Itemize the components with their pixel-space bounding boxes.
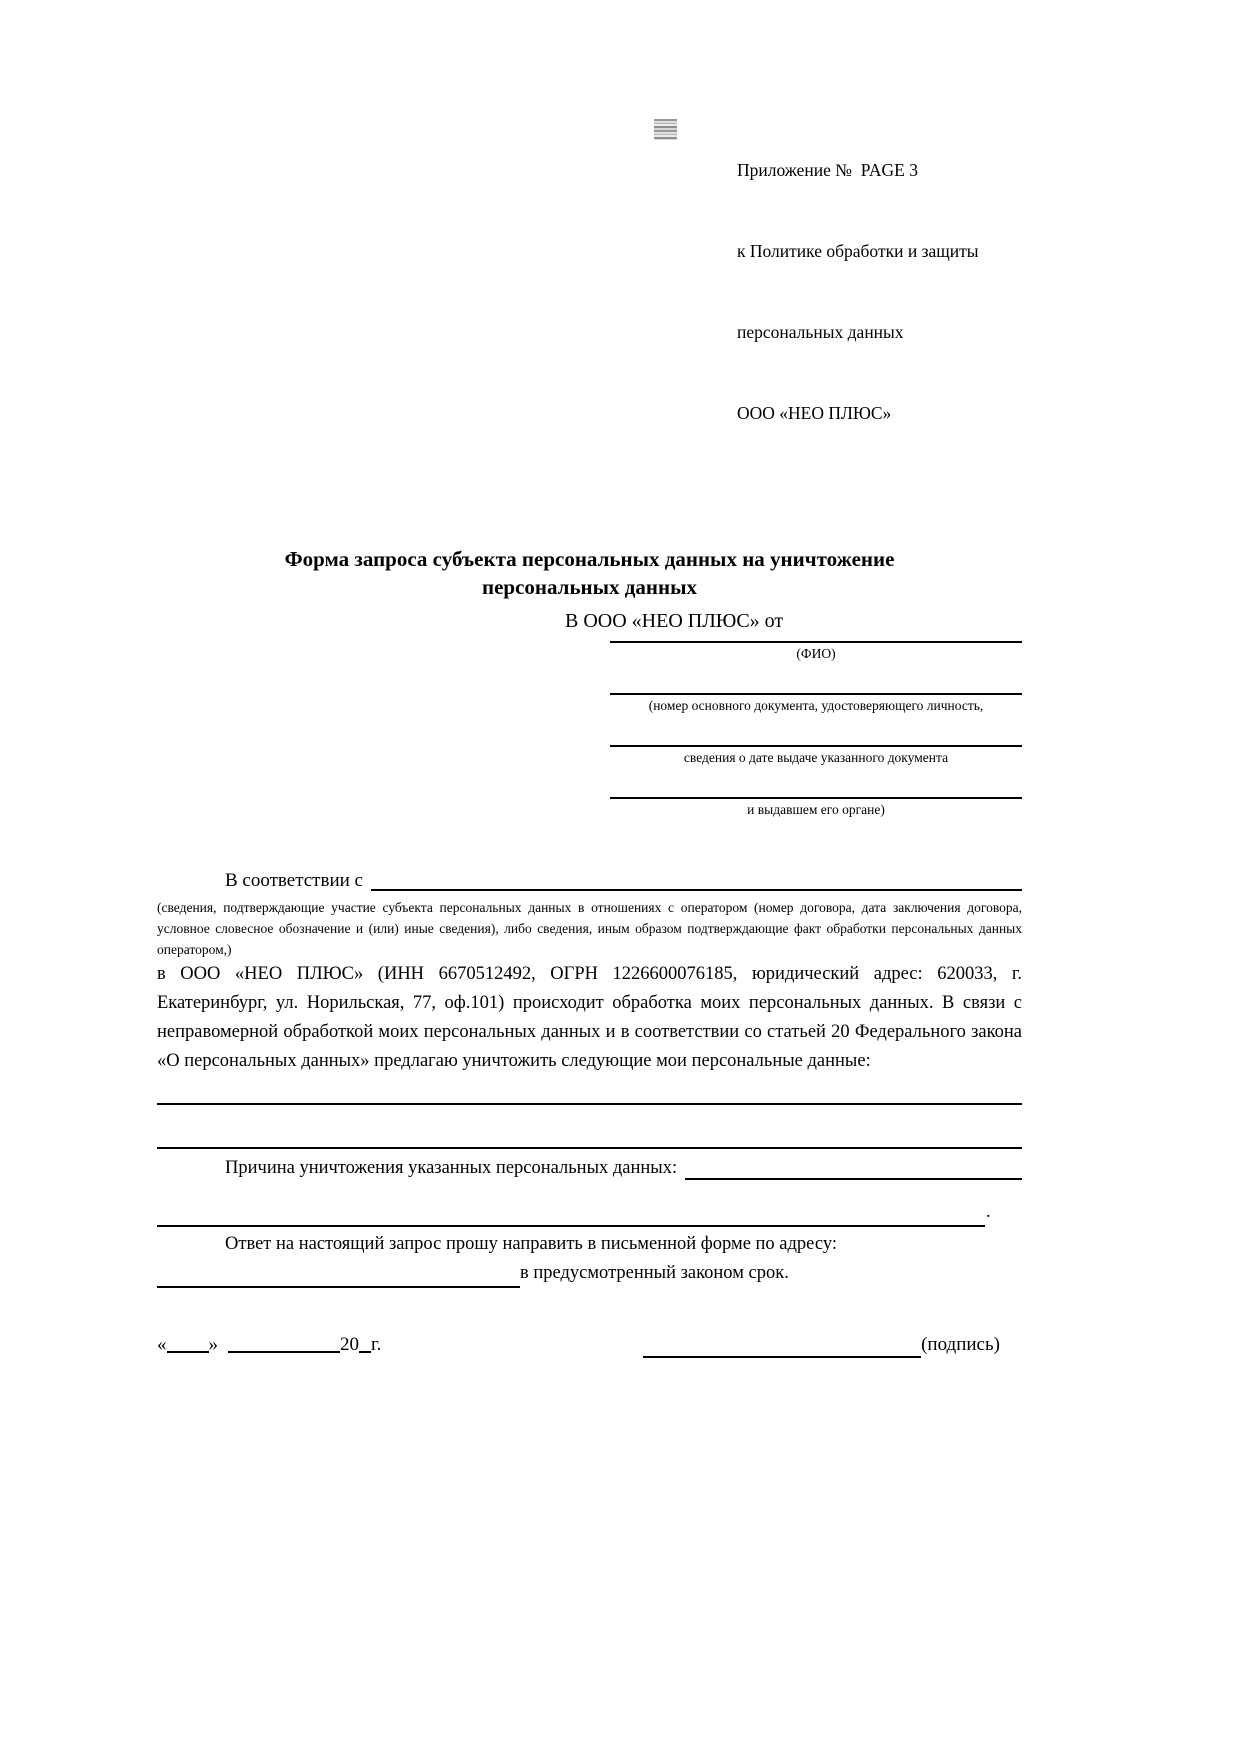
reason-continuation-blank-line xyxy=(157,1201,985,1227)
page-title-line1: Форма запроса субъекта персональных данных на уничтожение xyxy=(284,547,895,571)
appendix-line: Приложение № PAGE 3 xyxy=(737,160,918,180)
date-open-quote: « xyxy=(157,1334,167,1355)
signature-caption: (подпись) xyxy=(921,1334,1000,1355)
appendix-line: персональных данных xyxy=(737,322,904,342)
accordance-blank-line xyxy=(371,889,1022,891)
document-number-field-caption: (номер основного документа, удостоверяющего личность, xyxy=(648,698,984,713)
appendix-line: ООО «НЕО ПЛЮС» xyxy=(737,403,892,423)
fio-field-caption: (ФИО) xyxy=(796,646,836,661)
document-number-field-line xyxy=(610,671,1022,695)
reason-label: Причина уничтожения указанных персональных данных: xyxy=(225,1158,678,1178)
date-day-blank-line xyxy=(167,1332,209,1353)
accordance-row xyxy=(157,868,1022,894)
appendix-header xyxy=(737,103,1022,481)
issuing-authority-field-line xyxy=(610,775,1022,799)
signature-part xyxy=(643,1332,1000,1358)
response-request-line: Ответ на настоящий запрос прошу направить в письменной форме по адресу: xyxy=(225,1234,837,1254)
response-address-row xyxy=(157,1259,1022,1288)
reason-row xyxy=(157,1153,1022,1183)
identity-fields xyxy=(610,634,1022,818)
fine-print-note: (сведения, подтверждающие участие субъекта персональных данных в отношениях с оператором (номер договора, дата заключения договора, условное словесное обозначение и (или) иные сведения), либо сведения, иным образом подтверждающие факт обработки персональных данных оператором,) xyxy=(157,900,1022,957)
date-close-quote: » xyxy=(208,1334,218,1355)
date-year-suffix: г. xyxy=(371,1334,382,1355)
fio-field-line xyxy=(610,634,1022,643)
issue-date-field xyxy=(610,723,1022,766)
main-paragraph: в ООО «НЕО ПЛЮС» (ИНН 6670512492, ОГРН 1226600076185, юридический адрес: 620033, г. Екатеринбург, ул. Норильская, 77, оф.101) происходит обработка моих персональных данных. В связи с неправомерной обработкой моих персональных данных и в соответствии со статьей 20 Федерального закона «О персональных данных» предлагаю уничтожить следующие мои персональные данные: xyxy=(157,964,1022,1071)
addressee-line: В ООО «НЕО ПЛЮС» от xyxy=(565,610,784,632)
reason-terminator: . xyxy=(986,1202,991,1222)
date-signature-row xyxy=(157,1332,1022,1358)
signature-blank-line xyxy=(643,1334,921,1358)
response-address-blank-line xyxy=(157,1264,520,1288)
date-month-blank-line xyxy=(228,1332,340,1353)
reason-continuation-row xyxy=(157,1197,1022,1227)
fio-field xyxy=(610,634,1022,662)
scan-artifact-icon xyxy=(654,119,677,140)
date-part xyxy=(157,1332,381,1358)
issuing-authority-field-caption: и выдавшем его органе) xyxy=(747,802,885,817)
issuing-authority-field xyxy=(610,775,1022,818)
personal-data-blank-line-2 xyxy=(157,1105,1022,1149)
document-number-field xyxy=(610,671,1022,714)
page-title-line2: персональных данных xyxy=(481,575,698,599)
appendix-line: к Политике обработки и защиты xyxy=(737,241,979,261)
date-year-blank-line xyxy=(359,1332,371,1353)
response-suffix: в предусмотренный законом срок. xyxy=(520,1263,789,1283)
accordance-label: В соответствии с xyxy=(225,870,363,891)
page-title xyxy=(157,545,1022,601)
issue-date-field-line xyxy=(610,723,1022,747)
date-year-prefix: 20 xyxy=(340,1334,359,1355)
issue-date-field-caption: сведения о дате выдаче указанного документа xyxy=(683,750,949,765)
reason-blank-line xyxy=(685,1178,1022,1180)
personal-data-blank-line-1 xyxy=(157,1076,1022,1105)
